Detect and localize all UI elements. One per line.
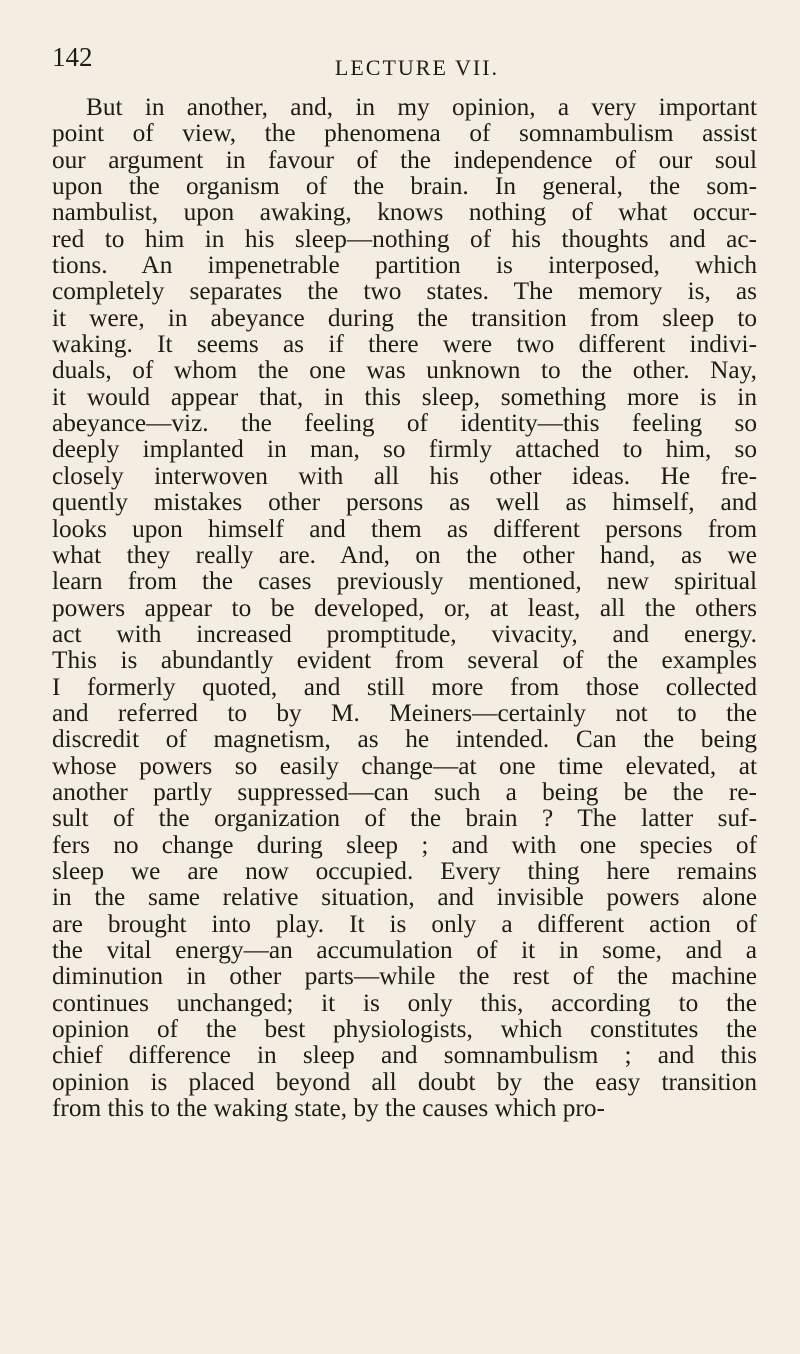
text-line: closely interwoven with all his other ideas. He fre-	[52, 461, 757, 490]
body-text	[52, 94, 757, 1121]
text-line: point of view, the phenomena of somnambulism assist	[52, 119, 757, 148]
text-line: nambulist, upon awaking, knows nothing of what occur-	[52, 198, 757, 227]
text-line: the vital energy—an accumulation of it in some, and a	[52, 936, 757, 964]
text-line: from this to the waking state, by the causes which pro-	[52, 1094, 605, 1123]
text-line: learn from the cases previously mentioned, new spiritual	[52, 567, 757, 596]
text-line: quently mistakes other persons as well as himself, and	[52, 488, 757, 517]
text-line: completely separates the two states. The memory is, as	[52, 277, 757, 306]
page-number: 142	[52, 42, 93, 72]
text-line: what they really are. And, on the other hand, as we	[52, 540, 757, 569]
text-line: and referred to by M. Meiners—certainly not to the	[52, 698, 757, 727]
text-line: it were, in abeyance during the transition from sleep to	[52, 303, 757, 332]
text-line: opinion is placed beyond all doubt by the easy transition	[52, 1067, 757, 1096]
text-line: sult of the organization of the brain ? The latter suf-	[52, 804, 757, 833]
text-line: powers appear to be developed, or, at least, all the others	[52, 593, 757, 622]
text-line: in the same relative situation, and invisible powers alone	[52, 883, 757, 912]
text-line: another partly suppressed—can such a being be the re-	[52, 777, 757, 806]
text-line: our argument in favour of the independence of our soul	[52, 145, 757, 174]
text-line: are brought into play. It is only a different action of	[52, 909, 757, 938]
text-line: duals, of whom the one was unknown to the other. Nay,	[52, 356, 757, 385]
text-line: it would appear that, in this sleep, something more is in	[52, 382, 757, 411]
text-line: I formerly quoted, and still more from those collected	[52, 672, 757, 701]
running-head: LECTURE VII.	[334, 55, 500, 80]
text-line: discredit of magnetism, as he intended. Can the being	[52, 725, 757, 754]
text-line: act with increased promptitude, vivacity, and energy.	[52, 619, 757, 648]
text-line: upon the organism of the brain. In general, the som-	[52, 172, 757, 201]
text-line: But in another, and, in my opinion, a very important	[86, 93, 757, 121]
text-line: chief difference in sleep and somnambulism ; and this	[52, 1041, 757, 1070]
text-line: tions. An impenetrable partition is interposed, which	[52, 251, 757, 280]
text-line: sleep we are now occupied. Every thing here remains	[52, 856, 757, 885]
text-line: red to him in his sleep—nothing of his thoughts and ac-	[52, 224, 757, 253]
text-line: fers no change during sleep ; and with one species of	[52, 830, 757, 859]
text-line: waking. It seems as if there were two different indivi-	[52, 330, 757, 359]
text-line: deeply implanted in man, so firmly attached to him, so	[52, 435, 757, 464]
text-line: diminution in other parts—while the rest of the machine	[52, 962, 757, 991]
text-line: whose powers so easily change—at one time elevated, at	[52, 751, 757, 780]
text-line: opinion of the best physiologists, which constitutes the	[52, 1015, 757, 1044]
text-line: looks upon himself and them as different persons from	[52, 514, 757, 543]
text-line: continues unchanged; it is only this, according to the	[52, 988, 757, 1017]
text-line: abeyance—viz. the feeling of identity—this feeling so	[52, 409, 757, 438]
text-line: This is abundantly evident from several of the examples	[52, 646, 757, 675]
